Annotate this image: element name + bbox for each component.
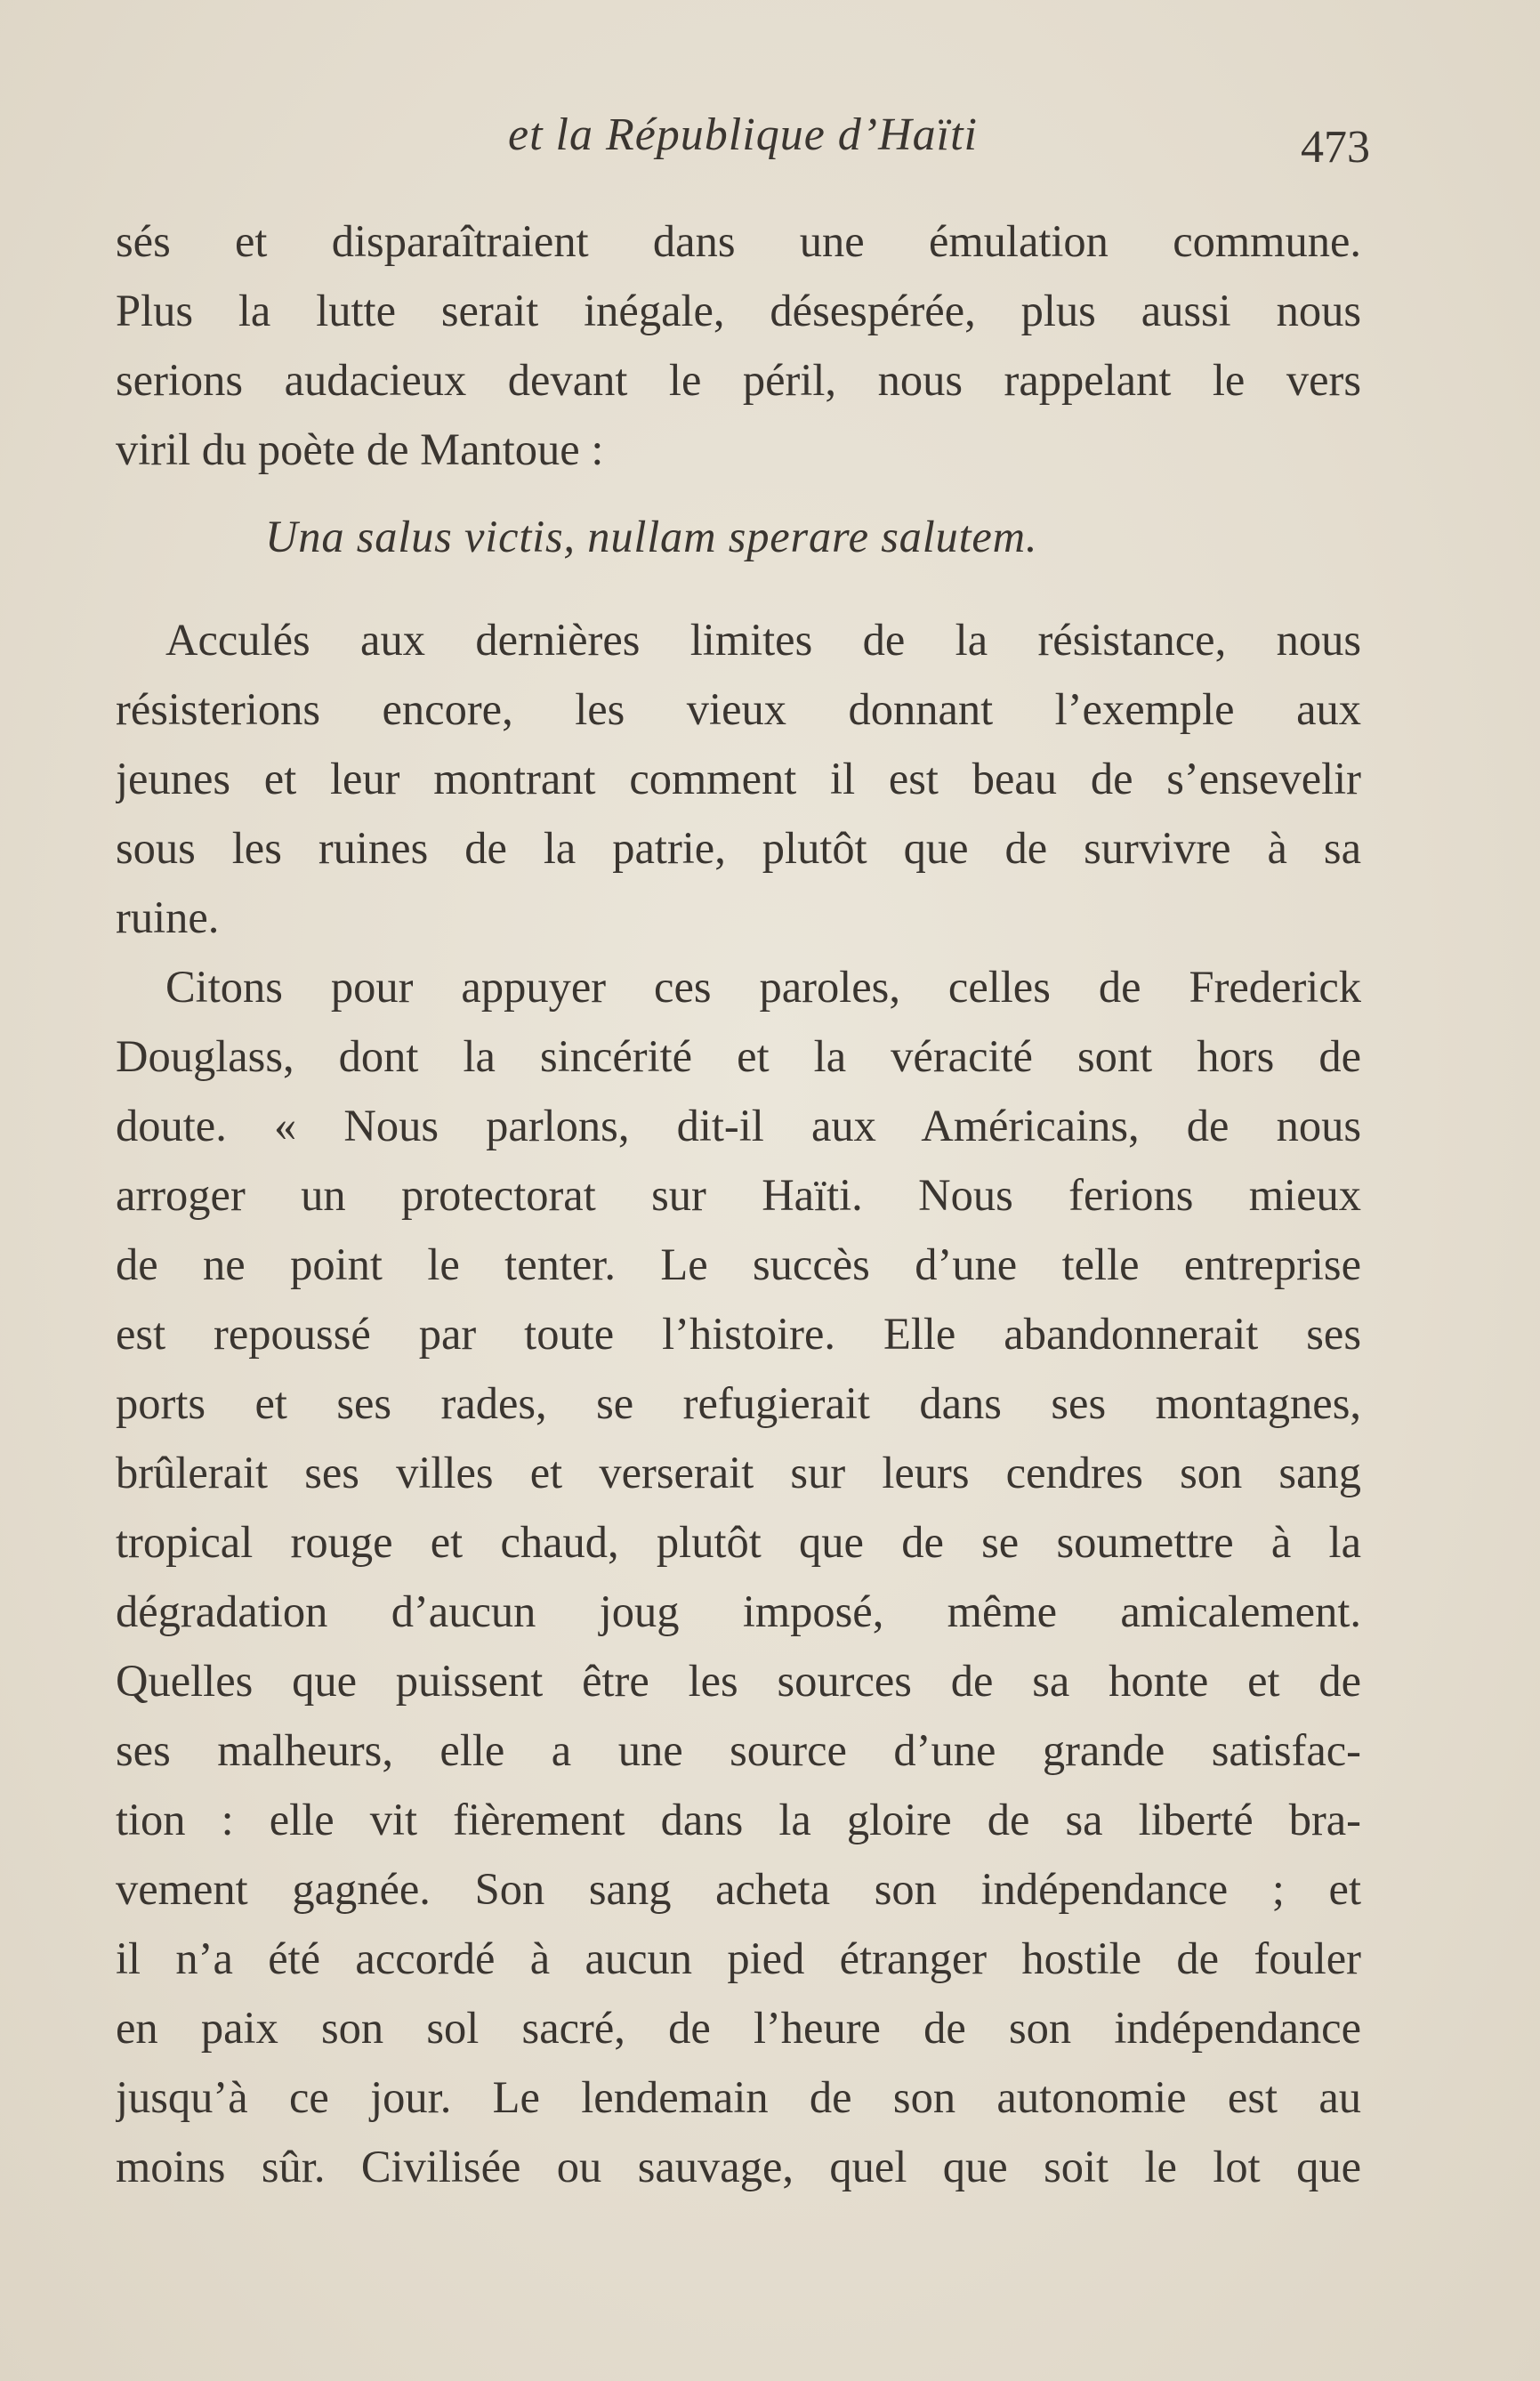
running-head — [116, 100, 1370, 171]
text-line: sés et disparaîtraient dans une émulation commune. — [116, 216, 1361, 266]
text-line: Quelles que puissent être les sources de sa honte et de — [116, 1656, 1361, 1706]
text-line: de ne point le tenter. Le succès d’une telle entreprise — [116, 1239, 1361, 1289]
text-line: Plus la lutte serait inégale, désespérée, plus aussi nous — [116, 286, 1361, 335]
text-line: jeunes et leur montrant comment il est beau de s’ensevelir — [116, 754, 1361, 803]
text-line: Douglass, dont la sincérité et la véracité sont hors de — [116, 1031, 1361, 1081]
body-text — [116, 206, 1361, 2201]
text-line: ses malheurs, elle a une source d’une grande satisfac- — [116, 1725, 1361, 1775]
text-line: arroger un protectorat sur Haïti. Nous ferions mieux — [116, 1170, 1361, 1220]
page-number: 473 — [1301, 122, 1370, 173]
text-line: dégradation d’aucun joug imposé, même amicalement. — [116, 1586, 1361, 1636]
text-line: brûlerait ses villes et verserait sur leurs cendres son sang — [116, 1448, 1361, 1497]
running-title: et la République d’Haïti — [507, 109, 978, 160]
text-line: Citons pour appuyer ces paroles, celles de Frederick — [165, 962, 1361, 1012]
latin-verse-quote: Una salus victis, nullam sperare salutem. — [265, 512, 1038, 561]
text-line: serions audacieux devant le péril, nous rappelant le vers — [116, 355, 1361, 405]
text-line: est repoussé par toute l’histoire. Elle abandonnerait ses — [116, 1309, 1361, 1359]
text-line: sous les ruines de la patrie, plutôt que de survivre à sa — [116, 823, 1361, 873]
text-line: doute. « Nous parlons, dit-il aux Américains, de nous — [116, 1101, 1361, 1150]
text-line: moins sûr. Civilisée ou sauvage, quel que soit le lot que — [116, 2142, 1361, 2191]
text-line: en paix son sol sacré, de l’heure de son indépendance — [116, 2003, 1361, 2053]
text-line: ports et ses rades, se refugierait dans ses montagnes, — [116, 1378, 1361, 1428]
text-line: Acculés aux dernières limites de la résistance, nous — [165, 615, 1361, 665]
text-line: ruine. — [116, 892, 220, 942]
text-line: tropical rouge et chaud, plutôt que de se soumettre à la — [116, 1517, 1361, 1567]
text-line: vement gagnée. Son sang acheta son indépendance ; et — [116, 1864, 1361, 1914]
text-line: tion : elle vit fièrement dans la gloire de sa liberté bra- — [116, 1795, 1361, 1844]
text-line: viril du poète de Mantoue : — [116, 424, 604, 474]
text-line: résisterions encore, les vieux donnant l’exemple aux — [116, 684, 1361, 734]
text-line: il n’a été accordé à aucun pied étranger hostile de fouler — [116, 1933, 1361, 1983]
text-line: jusqu’à ce jour. Le lendemain de son autonomie est au — [116, 2072, 1361, 2122]
